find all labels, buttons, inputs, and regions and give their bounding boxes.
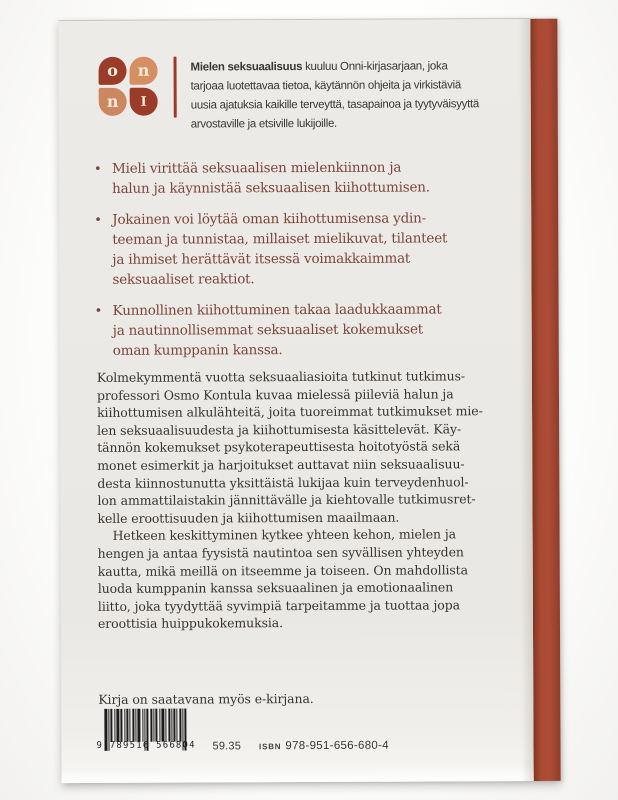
series-title: Mielen seksuaalisuus — [190, 61, 303, 74]
price: 59.35 — [212, 740, 242, 753]
logo-divider — [173, 57, 176, 118]
isbn-label: ISBN — [259, 742, 282, 752]
barcode-digits: 9 789516 566804 — [96, 740, 196, 751]
isbn-number: 978-951-656-680-4 — [285, 739, 389, 753]
footer — [96, 708, 389, 755]
onni-logo — [98, 57, 157, 116]
barcode — [96, 709, 196, 755]
isbn — [259, 740, 389, 755]
ebook-note: Kirja on saatavana myös e-kirjana. — [98, 690, 314, 707]
logo-tile-n1 — [129, 57, 157, 85]
bullet-text: Kunnollinen kiihottuminen takaa laadukkaammat ja nautinnollisemmat seksuaaliset kokemukset oman kumppanin kanssa. — [112, 301, 442, 359]
logo-letter: o — [107, 60, 118, 80]
book-back-cover — [58, 18, 560, 783]
description-paragraph-2: Hetkeen keskittyminen kytkee yhteen kehon, mielen ja hengen ja antaa fyysistä nautintoa sen syvällisen yhteyden kautta, mikä meillä on itseemme ja toiseen. On mahdollista luoda kumppanin kanssa seksuaalinen ja emotionaalinen liitto, joka tyydyttää syvimpiä tarpeitamme ja tuottaa jopa eroottisia huippukokemuksia. — [97, 526, 468, 632]
bullet-item-3 — [95, 299, 448, 361]
logo-letter: n — [137, 60, 150, 80]
series-header — [98, 55, 479, 135]
logo-tile-n2 — [99, 88, 127, 116]
series-blurb — [190, 55, 479, 134]
series-blurb-text: kuuluu Onni-kirjasarjaan, joka tarjoaa luotettavaa tietoa, käytännön ohjeita ja virkistäviä uusia ajatuksia kaikille terveyttä, tasapainoa ja tyytyväisyyttä arvostaville ja etsiville lukijoille. — [190, 60, 480, 131]
logo-letter: I — [140, 94, 147, 110]
logo-tile-o — [98, 57, 126, 85]
bullet-dot: • — [94, 303, 103, 319]
book-spine — [530, 19, 560, 781]
bullet-text: Mieli virittää seksuaalisen mielenkiinnon ja halun ja käynnistää seksuaalisen kiihottumisen. — [111, 159, 430, 197]
logo-tile-i — [130, 88, 158, 116]
cover — [58, 19, 533, 783]
description — [97, 367, 484, 633]
description-paragraph-1: Kolmekymmentä vuotta seksuaaliasioita tutkinut tutkimus- professori Osmo Kontula kuvaa mielessä piileviä halun ja kiihottumisen alkulähteitä, joita tuoreimmat tutkimukset mie- len seksuaalisuudesta ja kiihottumisesta käsittelevät. Käy- tännön kokemukset psykoterapeuttisesta hoitotyöstä sekä monet esimerkit ja harjoitukset auttavat niin seksuaalisuu- desta kiinnostunutta yksittäistä lukijaa kuin terveydenhuol- lon ammattilaistakin jännittävälle ja kiehtovalle tutkimusret- kelle eroottisuuden ja kiihottumisen maailmaan. — [96, 368, 483, 526]
bullet-list — [94, 157, 448, 372]
bullet-text: Jokainen voi löytää oman kiihottumisensa ydin- teeman ja tunnistaa, millaiset mielikuvat, tilanteet ja ihmiset herättävät itsessä voimakkaimmat seksuaaliset reaktiot. — [112, 210, 448, 288]
bullet-dot: • — [94, 212, 102, 228]
logo-letter: n — [106, 91, 119, 111]
bullet-dot: • — [93, 161, 102, 177]
bullet-item-2 — [94, 208, 447, 290]
bullet-item-1 — [94, 157, 447, 199]
